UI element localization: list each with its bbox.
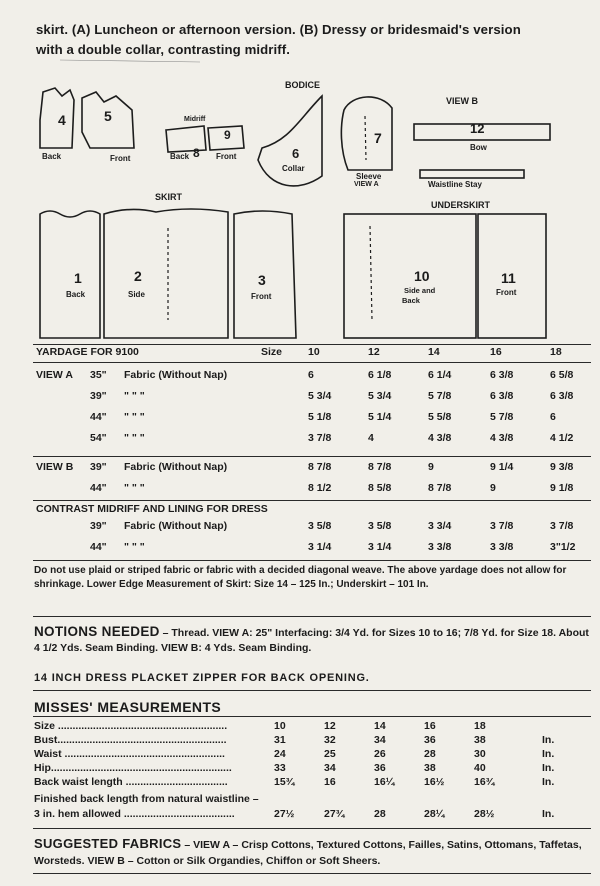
yardage-cell: 6 (308, 369, 314, 381)
contrast-title: CONTRAST MIDRIFF AND LINING FOR DRESS (36, 503, 268, 515)
size-col-12: 12 (368, 346, 380, 358)
waistline-stay-label: Waistline Stay (428, 180, 482, 189)
size-col-14: 14 (428, 346, 440, 358)
size-col-16: 16 (490, 346, 502, 358)
yardage-cell: 6 3/8 (490, 369, 514, 381)
size-col-18: 18 (550, 346, 562, 358)
yardage-cell: 4 1/2 (550, 432, 574, 444)
measurement-cell: 30 (474, 748, 486, 760)
yardage-row-desc: " " " (124, 432, 145, 444)
finished-length-line-1 (34, 793, 594, 807)
yardage-cell: 5 1/4 (368, 411, 392, 423)
midriff-label: Midriff (184, 116, 206, 123)
yardage-row-width: 44" (90, 482, 107, 494)
yardage-cell: 8 1/2 (308, 482, 332, 494)
piece-2-number: 2 (134, 268, 142, 284)
measurement-label: Hip.............................................................. (34, 762, 232, 774)
yardage-row-desc: " " " (124, 541, 145, 553)
measurement-label: Waist ....................................................... (34, 748, 225, 760)
piece-1-label: Back (66, 290, 86, 299)
yardage-cell: 8 7/8 (368, 461, 392, 473)
piece-12-label: Bow (470, 143, 487, 152)
piece-7-label: Sleeve (356, 172, 382, 181)
yardage-cell: 3 7/8 (308, 432, 332, 444)
yardage-cell: 6 1/8 (368, 369, 392, 381)
yardage-row-width: 44" (90, 411, 107, 423)
measurement-cell: 18 (474, 720, 486, 732)
measurement-cell: 34 (374, 734, 386, 746)
measurement-cell: 24 (274, 748, 286, 760)
piece-9-label: Front (216, 152, 237, 161)
yardage-row-width: 39" (90, 461, 107, 473)
measurement-cell: 12 (324, 720, 336, 732)
finished-val-12: 27¾ (324, 808, 345, 820)
yardage-cell: 3 7/8 (490, 520, 514, 532)
yardage-row (36, 432, 586, 450)
piece-4-shape (40, 88, 74, 148)
yardage-row (36, 390, 586, 408)
yardage-cell: 6 3/8 (490, 390, 514, 402)
measurement-cell: 26 (374, 748, 386, 760)
yardage-row (36, 369, 586, 387)
measurement-cell: 38 (424, 762, 436, 774)
measurement-cell: 14 (374, 720, 386, 732)
yardage-cell: 3 5/8 (308, 520, 332, 532)
yardage-row-width: 35" (90, 369, 107, 381)
measurement-cell: 16 (424, 720, 436, 732)
yardage-cell: 3"1/2 (550, 541, 576, 553)
yardage-cell: 4 3/8 (490, 432, 514, 444)
yardage-cell: 6 3/8 (550, 390, 574, 402)
yardage-cell: 6 (550, 411, 556, 423)
piece-6-label: Collar (282, 164, 305, 173)
measurement-row (34, 776, 594, 790)
measurement-cell: 16 (324, 776, 336, 788)
measurement-cell: 25 (324, 748, 336, 760)
measurement-cell: 36 (424, 734, 436, 746)
intro-line-1: skirt. (A) Luncheon or afternoon version. (B) Dressy or bridesmaid's version (36, 22, 521, 37)
measurement-unit: In. (542, 734, 555, 746)
piece-5-number: 5 (104, 108, 112, 124)
yardage-cell: 6 5/8 (550, 369, 574, 381)
notions-section (34, 624, 594, 656)
measurement-row (34, 720, 594, 734)
yardage-cell: 3 1/4 (308, 541, 332, 553)
piece-11-label: Front (496, 288, 517, 297)
yardage-cell: 3 5/8 (368, 520, 392, 532)
finished-val-18: 28½ (474, 808, 495, 820)
measurement-cell: 16½ (424, 776, 445, 788)
piece-8-number: 8 (193, 146, 200, 160)
yardage-row-desc: " " " (124, 411, 145, 423)
yardage-row-desc: Fabric (Without Nap) (124, 461, 228, 473)
yardage-row (36, 541, 586, 559)
piece-10-label: Side and (404, 286, 436, 295)
measurement-cell: 32 (324, 734, 336, 746)
piece-8-shape (166, 126, 206, 152)
yardage-cell: 9 1/8 (550, 482, 574, 494)
measurements-title: MISSES' MEASUREMENTS (34, 699, 222, 715)
measurement-cell: 34 (324, 762, 336, 774)
piece-10-number: 10 (414, 268, 430, 284)
yardage-row-width: 54" (90, 432, 107, 444)
yardage-row-desc: " " " (124, 390, 145, 402)
yardage-cell: 5 5/8 (428, 411, 452, 423)
piece-11-number: 11 (501, 270, 516, 286)
measurement-row (34, 734, 594, 748)
fabrics-text: – VIEW A – Crisp Cottons, Textured Cottons, Failles, Satins, Ottomans, Taffetas, Worsteds. VIEW B – Cotton or Silk Organdies, Chiffon or Soft Sheers. (34, 839, 582, 867)
yardage-note: Do not use plaid or striped fabric or fabric with a decided diagonal weave. The above yardage does not allow for shrinkage. Lower Edge Measurement of Skirt: Size 14 – 125 In.; Underskirt – 101 In. (34, 565, 567, 590)
finished-label-1: Finished back length from natural waistline – (34, 793, 259, 805)
finished-val-16: 28¼ (424, 808, 445, 820)
yardage-cell: 9 3/8 (550, 461, 574, 473)
yardage-cell: 4 3/8 (428, 432, 452, 444)
view-b-title: VIEW B (446, 96, 479, 106)
piece-7-shape (341, 97, 392, 170)
piece-2-shape (104, 209, 228, 338)
yardage-row-group: VIEW B (36, 461, 74, 473)
yardage-cell: 3 3/4 (428, 520, 452, 532)
yardage-cell: 5 1/8 (308, 411, 332, 423)
yardage-cell: 9 1/4 (490, 461, 514, 473)
yardage-row-width: 44" (90, 541, 107, 553)
intro-line-2: with a double collar, contrasting midriff. (36, 42, 291, 57)
finished-unit: In. (542, 808, 555, 820)
yardage-cell: 8 7/8 (428, 482, 452, 494)
yardage-cell: 8 5/8 (368, 482, 392, 494)
zipper-note: 14 INCH DRESS PLACKET ZIPPER FOR BACK OPENING. (34, 672, 370, 684)
yardage-row-width: 39" (90, 390, 107, 402)
notions-title: NOTIONS NEEDED (34, 624, 160, 639)
piece-4-number: 4 (58, 112, 66, 128)
measurement-cell: 28 (424, 748, 436, 760)
piece-10-shape (344, 214, 476, 338)
yardage-cell: 3 7/8 (550, 520, 574, 532)
piece-1-number: 1 (74, 270, 82, 286)
measurement-cell: 33 (274, 762, 286, 774)
yardage-row-width: 39" (90, 520, 107, 532)
size-label: Size (261, 346, 283, 358)
yardage-cell: 5 7/8 (490, 411, 514, 423)
yardage-row (36, 482, 586, 500)
piece-12-number: 12 (470, 121, 485, 136)
yardage-cell: 5 7/8 (428, 390, 452, 402)
yardage-cell: 3 3/8 (490, 541, 514, 553)
measurement-unit: In. (542, 776, 555, 788)
piece-8-label: Back (170, 152, 190, 161)
pattern-pieces-diagram (0, 0, 600, 350)
measurement-row (34, 748, 594, 762)
yardage-row-desc: Fabric (Without Nap) (124, 520, 228, 532)
finished-val-10: 27½ (274, 808, 295, 820)
measurement-cell: 16¼ (374, 776, 395, 788)
measurement-label: Size .......................................................... (34, 720, 228, 732)
measurement-cell: 38 (474, 734, 486, 746)
yardage-cell: 5 3/4 (308, 390, 332, 402)
yardage-row (36, 411, 586, 429)
yardage-title: YARDAGE FOR 9100 (36, 346, 139, 358)
yardage-row (36, 520, 586, 538)
measurement-label: Bust.......................................................... (34, 734, 227, 746)
finished-length-row (34, 808, 594, 822)
yardage-cell: 4 (368, 432, 374, 444)
waistline-stay-shape (420, 170, 524, 178)
yardage-cell: 3 3/8 (428, 541, 452, 553)
yardage-cell: 9 (428, 461, 434, 473)
measurement-row (34, 762, 594, 776)
bodice-title: BODICE (285, 80, 321, 90)
yardage-cell: 8 7/8 (308, 461, 332, 473)
piece-3-number: 3 (258, 272, 266, 288)
piece-9-number: 9 (224, 128, 231, 142)
finished-val-14: 28 (374, 808, 386, 820)
piece-6-number: 6 (292, 146, 300, 161)
yardage-cell: 3 1/4 (368, 541, 392, 553)
measurement-unit: In. (542, 762, 555, 774)
piece-1-shape (40, 211, 100, 338)
notions-text: – Thread. VIEW A: 25" Interfacing: 3/4 Yd. for Sizes 10 to 16; 7/8 Yd. for Size 18. About 4 1/2 Yds. Seam Binding. VIEW B: 4 Yds. Seam Binding. (34, 627, 589, 654)
underskirt-title: UNDERSKIRT (431, 200, 491, 210)
piece-5-label: Front (110, 154, 131, 163)
piece-7-number: 7 (374, 130, 382, 146)
yardage-cell: 6 1/4 (428, 369, 452, 381)
measurement-cell: 36 (374, 762, 386, 774)
yardage-row (36, 461, 586, 479)
measurement-cell: 10 (274, 720, 286, 732)
yardage-cell: 5 3/4 (368, 390, 392, 402)
yardage-cell: 9 (490, 482, 496, 494)
measurement-cell: 15¾ (274, 776, 295, 788)
skirt-title: SKIRT (155, 192, 182, 202)
yardage-row-desc: Fabric (Without Nap) (124, 369, 228, 381)
measurement-cell: 31 (274, 734, 286, 746)
yardage-row-group: VIEW A (36, 369, 73, 381)
measurement-cell: 40 (474, 762, 486, 774)
finished-label-2: 3 in. hem allowed ...................................... (34, 808, 235, 820)
piece-10-label-2: Back (402, 296, 420, 305)
size-col-10: 10 (308, 346, 320, 358)
yardage-row-desc: " " " (124, 482, 145, 494)
piece-3-label: Front (251, 292, 272, 301)
piece-4-label: Back (42, 152, 62, 161)
measurement-unit: In. (542, 748, 555, 760)
measurement-label: Back waist length ................................... (34, 776, 228, 788)
piece-2-label: Side (128, 290, 145, 299)
fabrics-section (34, 836, 594, 869)
piece-7-sub: VIEW A (354, 181, 379, 188)
fabrics-title: SUGGESTED FABRICS (34, 836, 182, 851)
measurement-cell: 16¾ (474, 776, 495, 788)
